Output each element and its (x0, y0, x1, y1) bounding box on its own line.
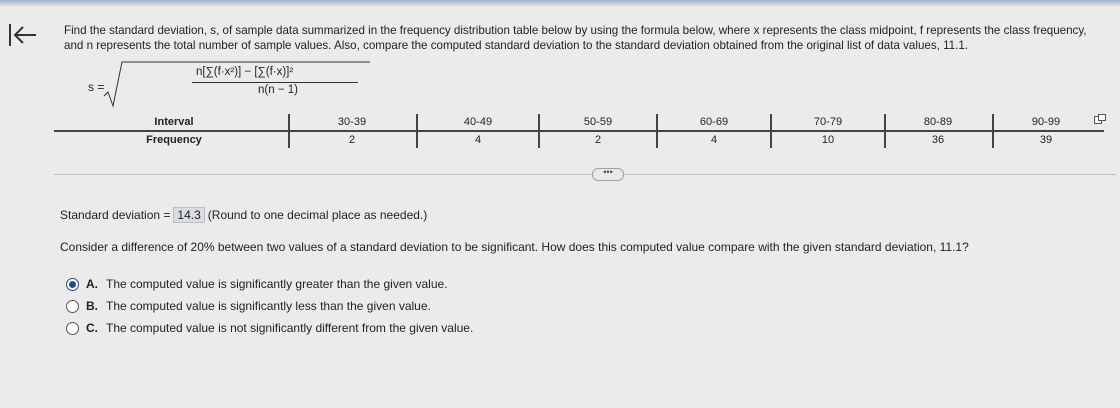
option-letter: A. (86, 277, 98, 291)
option-text: The computed value is significantly less than the given value. (106, 299, 431, 313)
frequency-cell: 2 (348, 134, 356, 146)
frequency-cell: 10 (821, 134, 835, 146)
table-divider (54, 130, 1104, 132)
answer-hint: (Round to one decimal place as needed.) (207, 208, 428, 222)
formula-lhs: s = (88, 80, 105, 94)
table-column-divider (656, 114, 658, 148)
answer-input[interactable]: 14.3 (173, 207, 204, 223)
question-text: Find the standard deviation, s, of sample data summarized in the frequency distribution table below by using the formula below, where x represents the class midpoint, f represents the class frequency, and n represents the total number of sample values. Also, compare the computed standard deviation to the standard deviation obtained from the original list of data values, 11.1. (64, 24, 1087, 52)
frequency-cell: 36 (931, 134, 945, 146)
answer-label: Standard deviation = (60, 208, 171, 222)
formula-fraction-bar (192, 82, 358, 83)
radio-selected-icon[interactable] (66, 278, 79, 291)
table-column-divider (770, 114, 772, 148)
frequency-cell: 2 (594, 134, 602, 146)
table-column-divider (538, 114, 540, 148)
radio-unselected-icon[interactable] (66, 300, 79, 313)
frequency-table (54, 112, 1104, 150)
table-column-divider (884, 114, 886, 148)
std-dev-formula (88, 60, 308, 110)
row-label-interval: Interval (154, 116, 194, 128)
interval-cell: 30-39 (337, 116, 367, 128)
table-column-divider (416, 114, 418, 148)
section-divider (54, 174, 1116, 175)
frequency-cell: 4 (474, 134, 482, 146)
frequency-cell: 4 (710, 134, 718, 146)
interval-cell: 80-89 (923, 116, 953, 128)
copy-icon[interactable] (1094, 114, 1106, 124)
interval-cell: 70-79 (813, 116, 843, 128)
frequency-cell: 39 (1039, 134, 1053, 146)
option-letter: B. (86, 299, 98, 313)
comparison-question: Consider a difference of 20% between two values of a standard deviation to be significant. How does this computed value compare with the given standard deviation, 11.1? (60, 240, 969, 254)
expand-more-button[interactable]: ••• (592, 168, 624, 181)
table-column-divider (288, 114, 290, 148)
top-bar (0, 0, 1120, 6)
interval-cell: 50-59 (583, 116, 613, 128)
option-text: The computed value is not significantly different from the given value. (106, 321, 474, 335)
interval-cell: 40-49 (463, 116, 493, 128)
table-column-divider (992, 114, 994, 148)
interval-cell: 60-69 (699, 116, 729, 128)
option-text: The computed value is significantly greater than the given value. (106, 277, 448, 291)
answer-line (60, 207, 427, 223)
interval-cell: 90-99 (1031, 116, 1061, 128)
formula-numerator: n[∑(f·x²)] − [∑(f·x)]² (196, 66, 294, 78)
back-arrow-icon[interactable] (6, 20, 38, 50)
option-letter: C. (86, 321, 98, 335)
formula-denominator: n(n − 1) (258, 84, 298, 96)
row-label-frequency: Frequency (146, 134, 202, 146)
radio-unselected-icon[interactable] (66, 322, 79, 335)
